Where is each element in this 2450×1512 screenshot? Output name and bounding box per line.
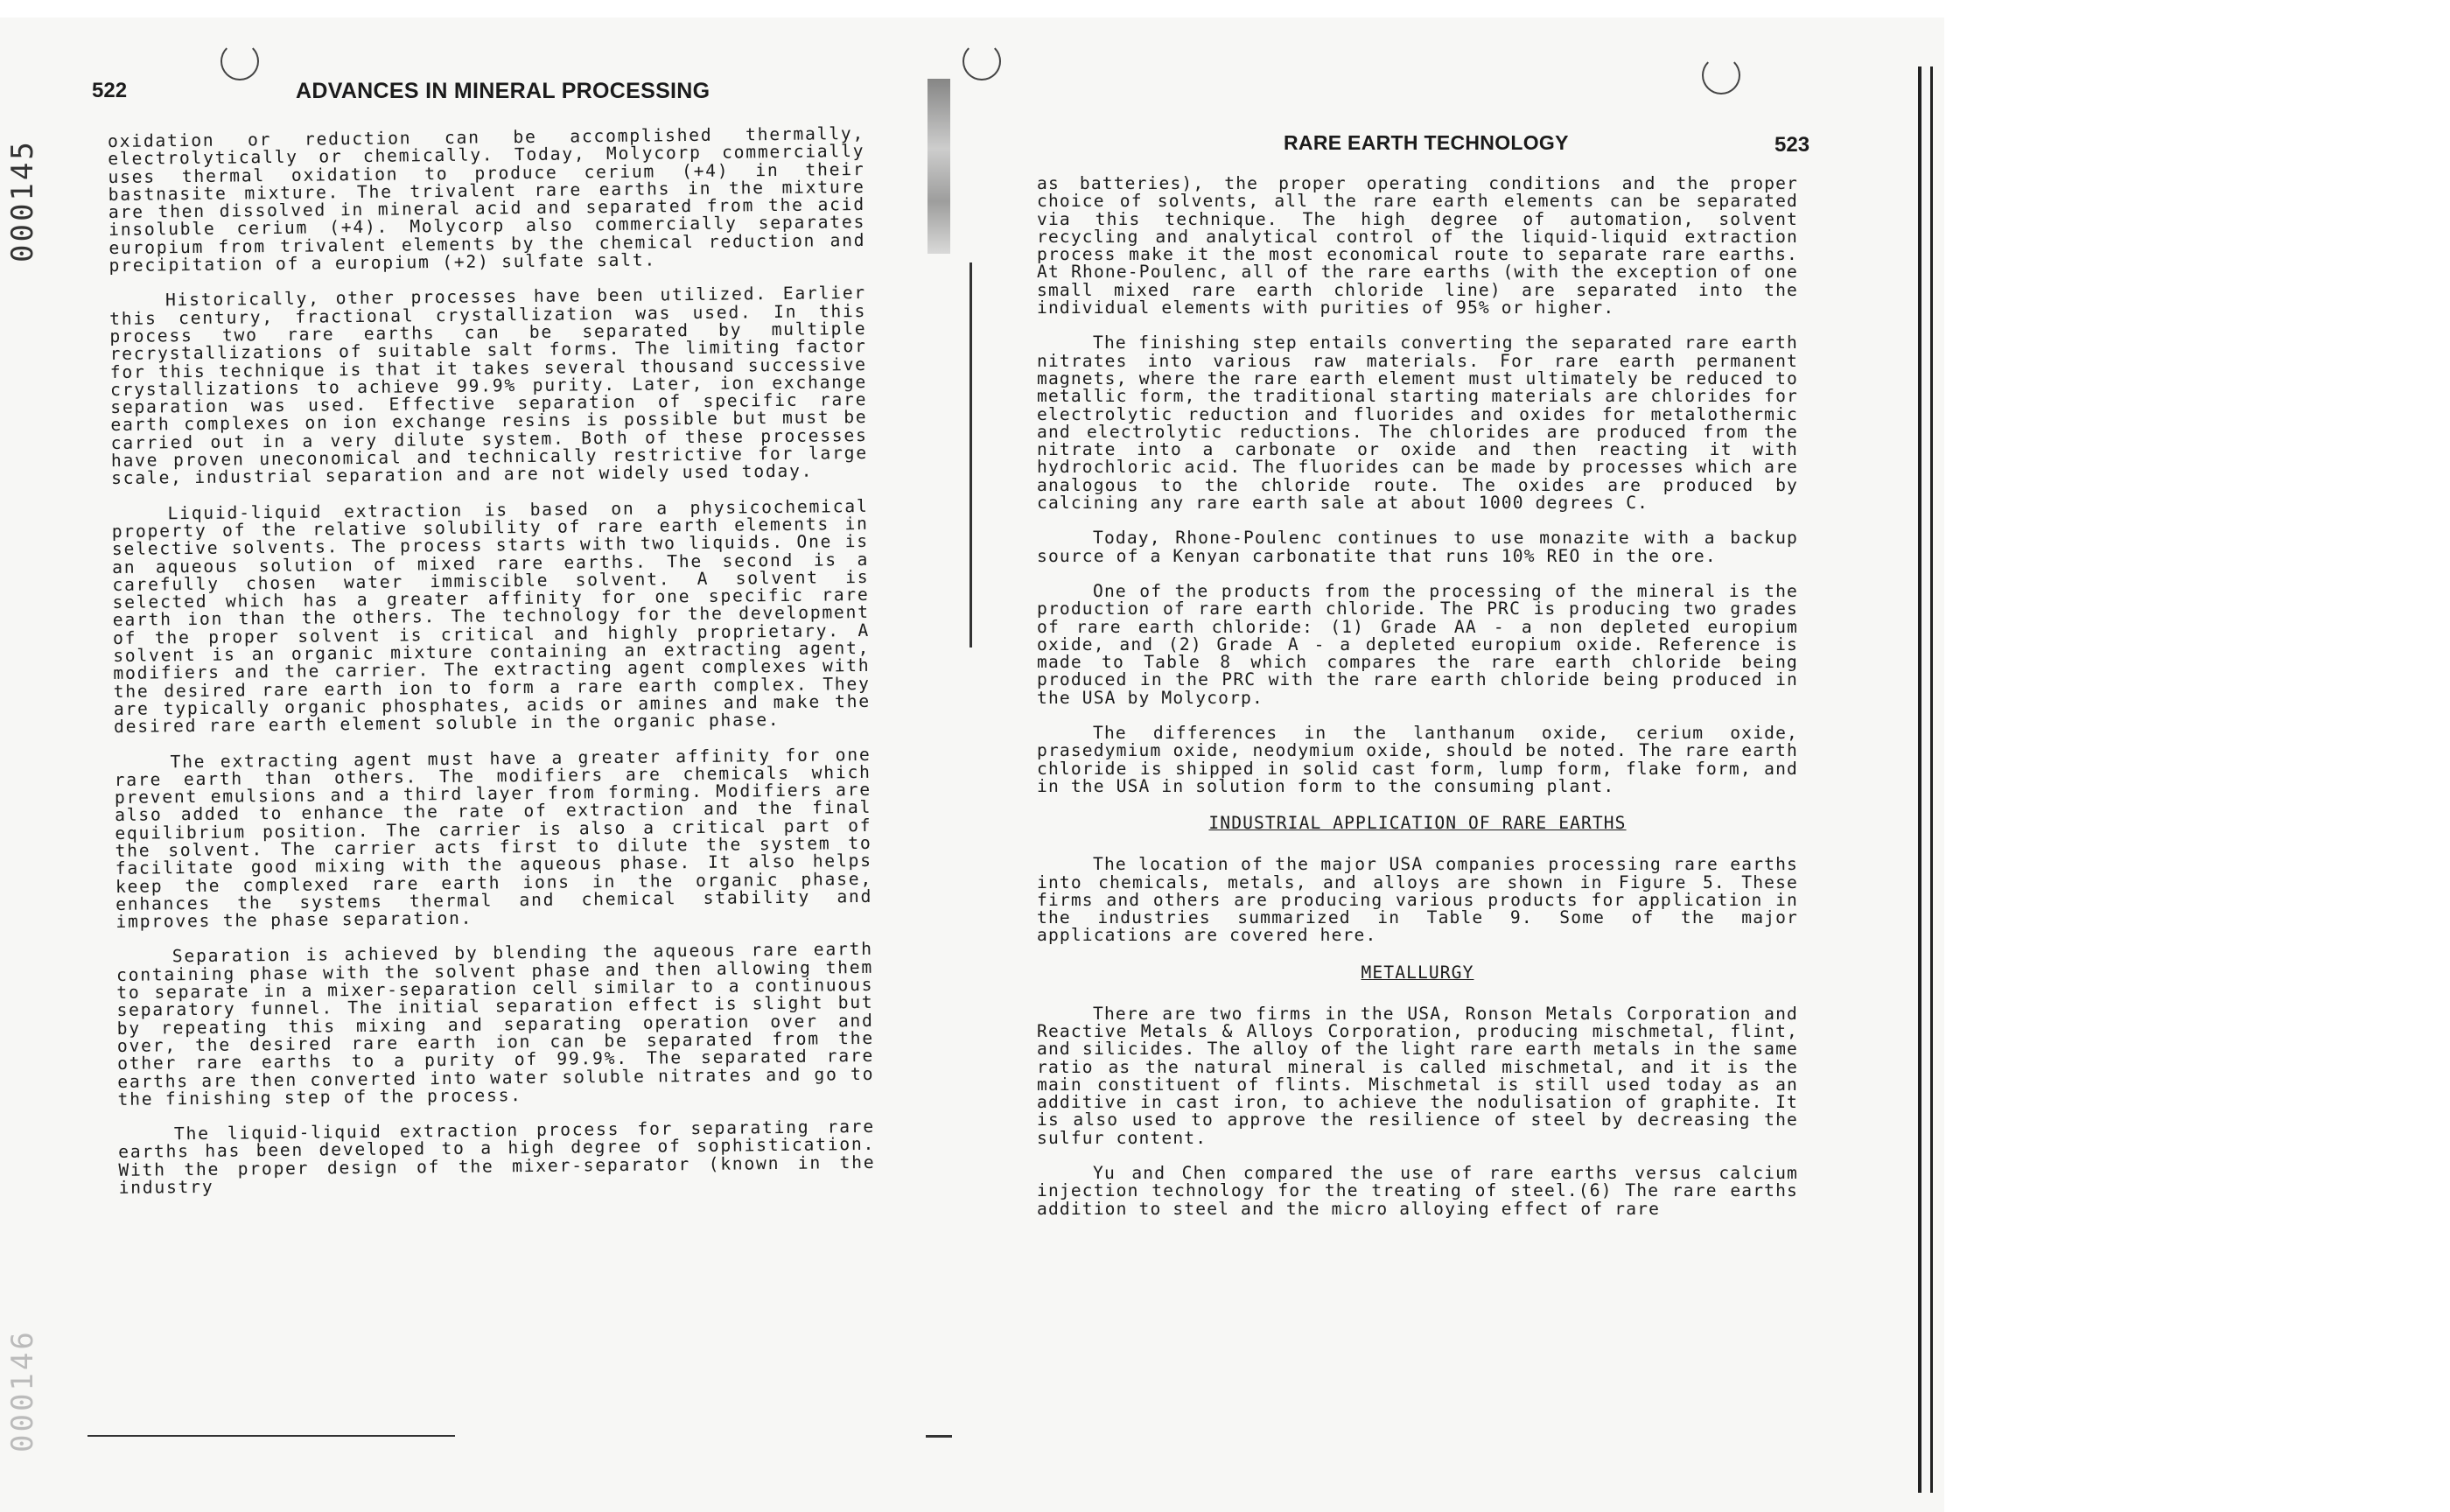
left-text-column bbox=[107, 122, 876, 1198]
paragraph: as batteries), the proper operating conditions and the proper choice of solvents, all the rare earth elements can be separated via this technique. The high degree of automation, solvent recycling and analytical control of the liquid-liquid extraction process make it the most economical route to separate rare earths. At Rhone-Poulenc, all of the rare earths (with the exception of one small mixed rare earth chloride line) are separated into the individual elements with purities of 95% or higher. bbox=[1037, 173, 1798, 318]
binder-hole-right bbox=[1702, 56, 1740, 94]
paragraph: Liquid-liquid extraction is based on a physicochemical property of the relative solubility of rare earth elements in selective solvents. The process starts with two liquids. One is an aqueous solution of mixed rare earths. The second is a carefully chosen water immiscible solvent. A solvent is selected which has a greater affinity for one specific rare earth ion than the others. The technology for the development of the proper solvent is critical and highly proprietary. A solvent is an organic mixture containing an extracting agent, modifiers and the carrier. The extracting agent complexes with the desired rare earth ion to form a rare earth complex. They are typically organic phosphates, acids or amines and make the desired rare earth element soluble in the organic phase. bbox=[111, 495, 871, 738]
running-head: RARE EARTH TECHNOLOGY bbox=[1284, 131, 1569, 154]
paragraph: Today, Rhone-Poulenc continues to use monazite with a backup source of a Kenyan carbonatite that runs 10% REO in the ore. bbox=[1037, 528, 1798, 566]
running-head: ADVANCES IN MINERAL PROCESSING bbox=[296, 79, 710, 103]
bates-stamp-top: 000145 bbox=[5, 139, 40, 262]
right-text-column bbox=[1037, 175, 1798, 1218]
section-heading: METALLURGY bbox=[1361, 962, 1474, 983]
binder-hole-center bbox=[962, 42, 1001, 80]
paragraph: The location of the major USA companies processing rare earths into chemicals, metals, and alloys are shown in Figure 5. These firms and others are producing various products for application in the industries summarized in Table 9. Some of the major applications are covered here. bbox=[1037, 854, 1798, 946]
right-page bbox=[1037, 114, 1824, 1236]
paragraph: There are two firms in the USA, Ronson Metals Corporation and Reactive Metals & Alloys Corporation, producing mischmetal, flint, and silicides. The alloy of the light rare earth metals in the same ratio as the natural mineral is called mischmetal, and it is the main constituent of flints. Mischmetal is still used today as an additive in cast iron, to achieve the nodulisation of graphite. It is also used to approve the resilience of steel by decreasing the sulfur content. bbox=[1037, 1003, 1798, 1148]
page-edge-right bbox=[1918, 66, 1922, 1493]
left-page-header bbox=[88, 79, 1050, 133]
paragraph: The differences in the lanthanum oxide, cerium oxide, prasedymium oxide, neodymium oxide, should be noted. The rare earth chloride is shipped in solid cast form, lump form, flake form, and in the USA in solution form to the consuming plant. bbox=[1037, 723, 1798, 796]
left-page bbox=[88, 79, 1050, 1214]
page-number: 522 bbox=[92, 79, 128, 102]
right-page-header bbox=[1037, 114, 1824, 158]
bates-stamp-bottom: 000146 bbox=[5, 1329, 40, 1452]
paragraph: Historically, other processes have been utilized. Earlier this century, fractional crystallization was used. In this process two rare earths can be separated by multiple recrystallizations of suitable salt forms. The limiting factor for this technique is that it takes several thousand successive crystallizations to achieve 99.9% purity. Later, ion exchange separation was used. Effective separation of specific rare earth complexes on ion exchange resins is possible but must be carried out in a very dilute system. Both of these processes have proven uneconomical and technically restrictive for large scale, industrial separation and are not widely used today. bbox=[109, 283, 868, 489]
paragraph: Yu and Chen compared the use of rare earths versus calcium injection technology for the treating of steel.(6) The rare earths addition to steel and the micro alloying effect of rare bbox=[1037, 1163, 1798, 1219]
paragraph: One of the products from the processing of the mineral is the production of rare earth chloride. The PRC is producing two grades of rare earth chloride: (1) Grade AA - a non depleted europium oxide, and (2) Grade A - a depleted europium oxide. Reference is made to Table 8 which compares the rare earth chloride being produced in the PRC with the rare earth chloride being produced in the USA by Molycorp. bbox=[1037, 580, 1798, 708]
section-heading: INDUSTRIAL APPLICATION OF RARE EARTHS bbox=[1208, 813, 1627, 834]
paragraph: Separation is achieved by blending the aqueous rare earth containing phase with the solvent phase and then allowing them to separate in a mixer-separation cell similar to a continuous separatory funnel. The initial separation effect is slight but by repeating this mixing and separating operation over and over, the desired rare earth ion can be separated from the other rare earths to a purity of 99.9%. The separated rare earths are then converted into water soluble nitrates and go to the finishing step of the process. bbox=[116, 939, 875, 1110]
paragraph: The extracting agent must have a greater affinity for one rare earth than others. The modifiers are chemicals which prevent emulsions and a third layer from forming. Modifiers are also added to enhance the rate of extraction and the final equilibrium position. The carrier is also a critical part of the solvent. The carrier acts first to dilute the system to facilitate good mixing with the aqueous phase. It also helps keep the complexed rare earth ions in the organic phase, enhances the systems thermal and chemical stability and improves the phase separation. bbox=[114, 744, 873, 933]
binder-hole-left bbox=[220, 42, 259, 80]
paragraph: oxidation or reduction can be accomplished thermally, electrolytically or chemically. Today, Molycorp commercially uses thermal oxidation to produce cerium (+4) in their bastnasite mixture. The trivalent rare earths in the mixture are then dissolved in mineral acid and separated from the acid insoluble cerium (+4). Molycorp also commercially separates europium from trivalent elements by the chemical reduction and precipitation of a europium (+2) sulfate salt. bbox=[107, 122, 866, 276]
gutter-mark bbox=[926, 1435, 952, 1438]
paragraph: The finishing step entails converting the separated rare earth nitrates into various raw materials. For rare earth permanent magnets, where the rare earth element must ultimately be reduced to metallic form, the traditional starting materials are chlorides for electrolytic reduction and fluorides and oxides for metalothermic and electrolytic reductions. The chlorides are produced from the nitrate into a carbonate or oxide and then reacting it with hydrochloric acid. The fluorides can be made by processes which are analogous to the chloride route. The oxides are produced by calcining any rare earth sale at about 1000 degrees C. bbox=[1037, 332, 1798, 514]
page-number: 523 bbox=[1774, 133, 1810, 157]
footnote-rule bbox=[88, 1435, 455, 1437]
paragraph: The liquid-liquid extraction process for separating rare earths has been developed to a high degree of sophistication. With the proper design of the mixer-separator (known in the industry bbox=[118, 1116, 876, 1198]
page-edge-right-2 bbox=[1930, 66, 1933, 1493]
